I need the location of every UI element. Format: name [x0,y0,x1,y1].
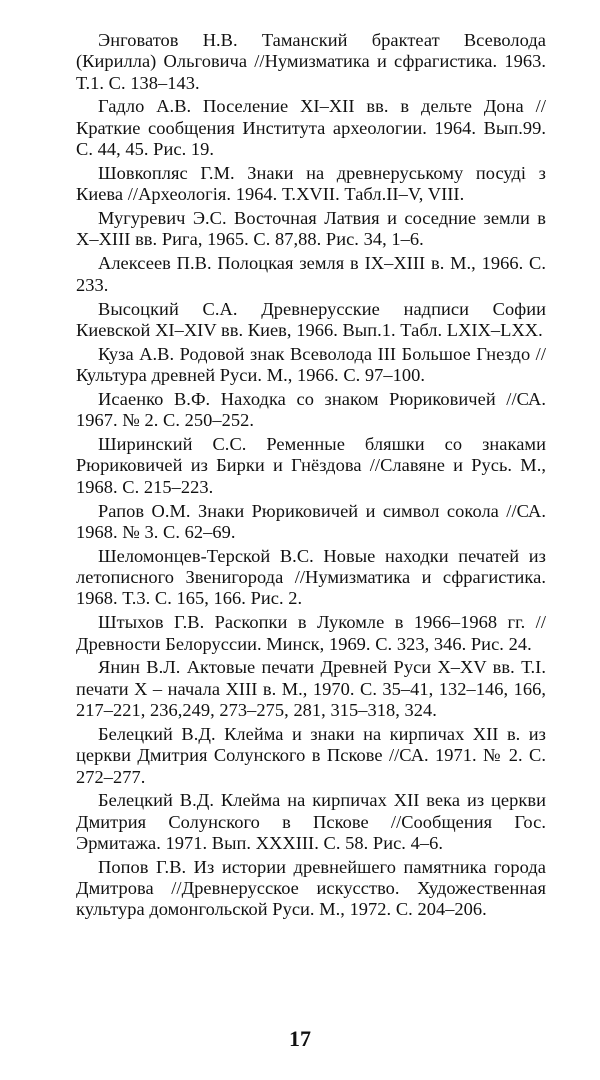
reference-entry: Исаенко В.Ф. Находка со знаком Рюриковичей //СА. 1967. № 2. С. 250–252. [76,388,546,431]
reference-entry: Шовкопляс Г.М. Знаки на древнеруському посуді з Киева //Археологія. 1964. Т.XVII. Табл.II–V, VIII. [76,162,546,205]
reference-entry: Энговатов Н.В. Таманский брактеат Всеволода (Кирилла) Ольговича //Нумизматика и сфрагистика. 1963. Т.1. С. 138–143. [76,30,546,93]
reference-entry: Янин В.Л. Актовые печати Древней Руси X–XV вв. Т.I. печати X – начала XIII в. М., 1970. С. 35–41, 132–146, 166, 217–221, 236,249, 273–275, 281, 315–318, 324. [76,657,546,721]
reference-entry: Ширинский С.С. Ременные бляшки со знаками Рюриковичей из Бирки и Гнёздова //Славяне и Русь. М., 1968. С. 215–223. [76,434,546,497]
reference-entry: Белецкий В.Д. Клейма на кирпичах XII века из церкви Дмитрия Солунского в Пскове //Сообщения Гос. Эрмитажа. 1971. Вып. XXXIII. С. 58. Рис. 4–6. [76,790,546,853]
reference-entry: Высоцкий С.А. Древнерусские надписи Софии Киевской XI–XIV вв. Киев, 1966. Вып.1. Табл. LXIX–LXX. [76,298,546,340]
reference-entry: Шеломонцев-Терской В.С. Новые находки печатей из летописного Звенигорода //Нумизматика и сфрагистика. 1968. Т.3. С. 165, 166. Рис. 2. [76,545,546,609]
reference-entry: Мугуревич Э.С. Восточная Латвия и соседние земли в X–XIII вв. Рига, 1965. С. 87,88. Рис. 34, 1–6. [76,208,546,250]
bibliography-list [76,30,546,923]
page-number: 17 [289,1026,311,1051]
reference-entry: Попов Г.В. Из истории древнейшего памятника города Дмитрова //Древнерусское искусство. Художественная культура домонгольской Руси. М., 1972. С. 204–206. [76,856,546,920]
reference-entry: Рапов О.М. Знаки Рюриковичей и символ сокола //СА. 1968. № 3. С. 62–69. [76,500,546,542]
reference-entry: Штыхов Г.В. Раскопки в Лукомле в 1966–1968 гг. //Древности Белоруссии. Минск, 1969. С. 323, 346. Рис. 24. [76,612,546,654]
reference-entry: Гадло А.В. Поселение XI–XII вв. в дельте Дона //Краткие сообщения Института археологии. 1964. Вып.99. С. 44, 45. Рис. 19. [76,96,546,160]
reference-entry: Белецкий В.Д. Клейма и знаки на кирпичах XII в. из церкви Дмитрия Солунского в Пскове //СА. 1971. № 2. С. 272–277. [76,723,546,787]
reference-entry: Алексеев П.В. Полоцкая земля в IX–XIII в. М., 1966. С. 233. [76,253,546,295]
reference-entry: Куза А.В. Родовой знак Всеволода III Большое Гнездо //Культура древней Руси. М., 1966. С. 97–100. [76,343,546,386]
